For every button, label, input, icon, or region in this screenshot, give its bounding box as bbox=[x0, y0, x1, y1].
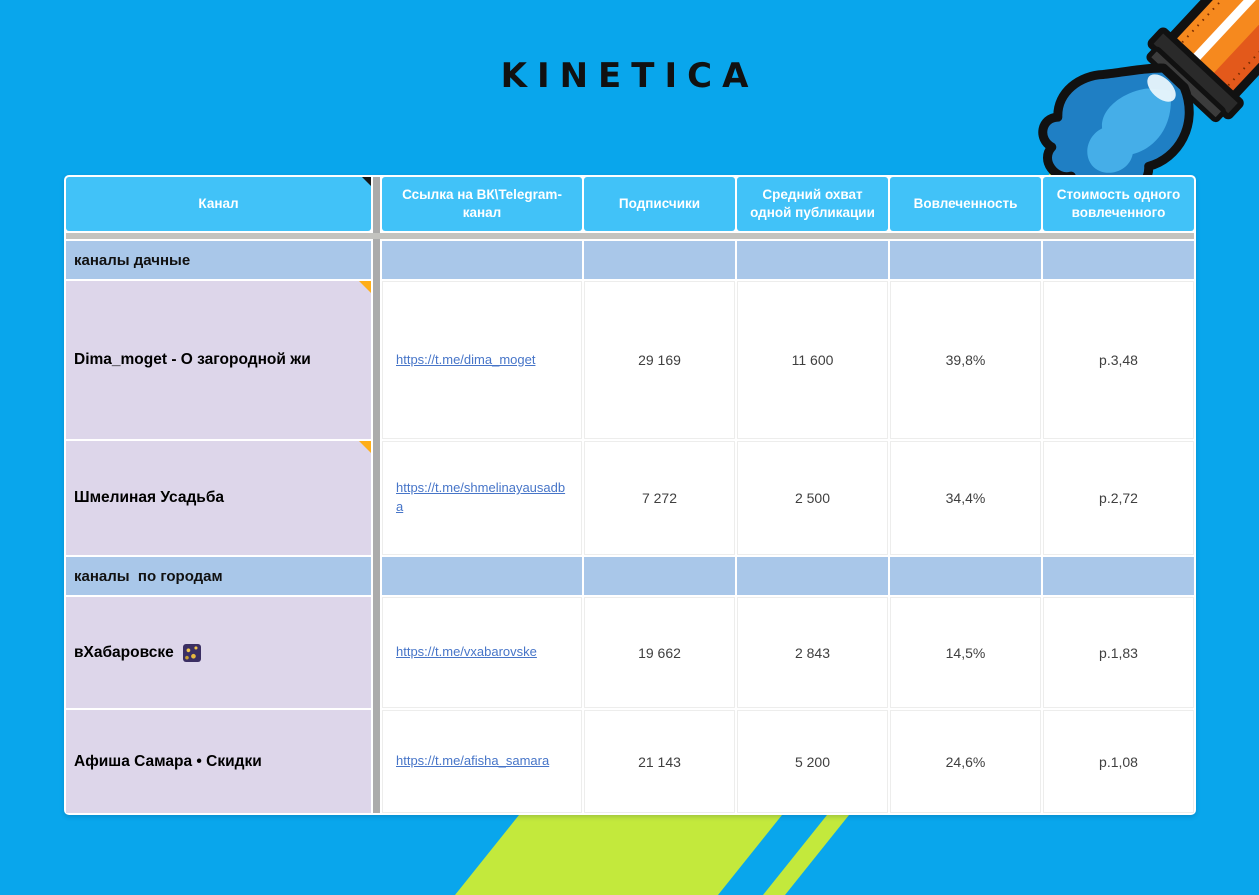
section-empty-cell bbox=[382, 241, 582, 279]
bottom-stripes-decor bbox=[0, 805, 1259, 895]
cell-cost: р.1,83 bbox=[1043, 597, 1194, 708]
section-empty-cell bbox=[382, 557, 582, 595]
cell-channel-name: Афиша Самара • Скидки bbox=[66, 710, 371, 813]
cell-channel-link bbox=[382, 710, 582, 813]
channels-table bbox=[64, 175, 1196, 815]
cell-avg-reach: 5 200 bbox=[737, 710, 888, 813]
section-empty-cell bbox=[1043, 557, 1194, 595]
cell-subscribers: 21 143 bbox=[584, 710, 735, 813]
section-empty-cell bbox=[584, 557, 735, 595]
cell-engagement: 39,8% bbox=[890, 281, 1041, 439]
night-city-emoji bbox=[183, 644, 201, 662]
cell-avg-reach: 2 843 bbox=[737, 597, 888, 708]
section-row-cities: каналы по городам bbox=[66, 557, 371, 595]
lime-parallelogram bbox=[455, 805, 790, 895]
header-engagement: Вовлеченность bbox=[890, 177, 1041, 231]
cell-avg-reach: 2 500 bbox=[737, 441, 888, 555]
section-empty-cell bbox=[737, 241, 888, 279]
cell-channel-name bbox=[66, 597, 371, 708]
section-empty-cell bbox=[890, 241, 1041, 279]
channel-link[interactable]: https://t.me/vxabarovske bbox=[396, 644, 537, 660]
cell-subscribers: 29 169 bbox=[584, 281, 735, 439]
section-empty-cell bbox=[1043, 241, 1194, 279]
header-link: Ссылка на ВК\Telegram-канал bbox=[382, 177, 582, 231]
cell-channel-name: Dima_moget - О загородной жи bbox=[66, 281, 371, 439]
frozen-column-divider bbox=[373, 177, 380, 813]
cell-engagement: 14,5% bbox=[890, 597, 1041, 708]
section-empty-cell bbox=[584, 241, 735, 279]
cell-channel-link bbox=[382, 441, 582, 555]
section-empty-cell bbox=[737, 557, 888, 595]
section-row-dacha: каналы дачные bbox=[66, 241, 371, 279]
cell-avg-reach: 11 600 bbox=[737, 281, 888, 439]
cell-cost: р.1,08 bbox=[1043, 710, 1194, 813]
header-avg-reach: Средний охват одной публикации bbox=[737, 177, 888, 231]
header-channel: Канал bbox=[66, 177, 371, 231]
header-cost: Стоимость одного вовлеченного bbox=[1043, 177, 1194, 231]
cell-engagement: 34,4% bbox=[890, 441, 1041, 555]
brand-logo: KINETICA bbox=[500, 56, 759, 96]
section-empty-cell bbox=[890, 557, 1041, 595]
channel-name-text: вХабаровске bbox=[74, 643, 174, 661]
cell-channel-link bbox=[382, 597, 582, 708]
cell-subscribers: 19 662 bbox=[584, 597, 735, 708]
channel-link[interactable]: https://t.me/shmelinayausadba bbox=[396, 480, 566, 514]
header-subscribers: Подписчики bbox=[584, 177, 735, 231]
channel-link[interactable]: https://t.me/afisha_samara bbox=[396, 753, 550, 769]
frozen-row-divider bbox=[66, 233, 1194, 239]
cell-cost: р.2,72 bbox=[1043, 441, 1194, 555]
cell-cost: р.3,48 bbox=[1043, 281, 1194, 439]
cell-channel-name: Шмелиная Усадьба bbox=[66, 441, 371, 555]
cell-subscribers: 7 272 bbox=[584, 441, 735, 555]
cell-engagement: 24,6% bbox=[890, 710, 1041, 813]
cell-channel-link bbox=[382, 281, 582, 439]
channel-link[interactable]: https://t.me/dima_moget bbox=[396, 351, 536, 367]
